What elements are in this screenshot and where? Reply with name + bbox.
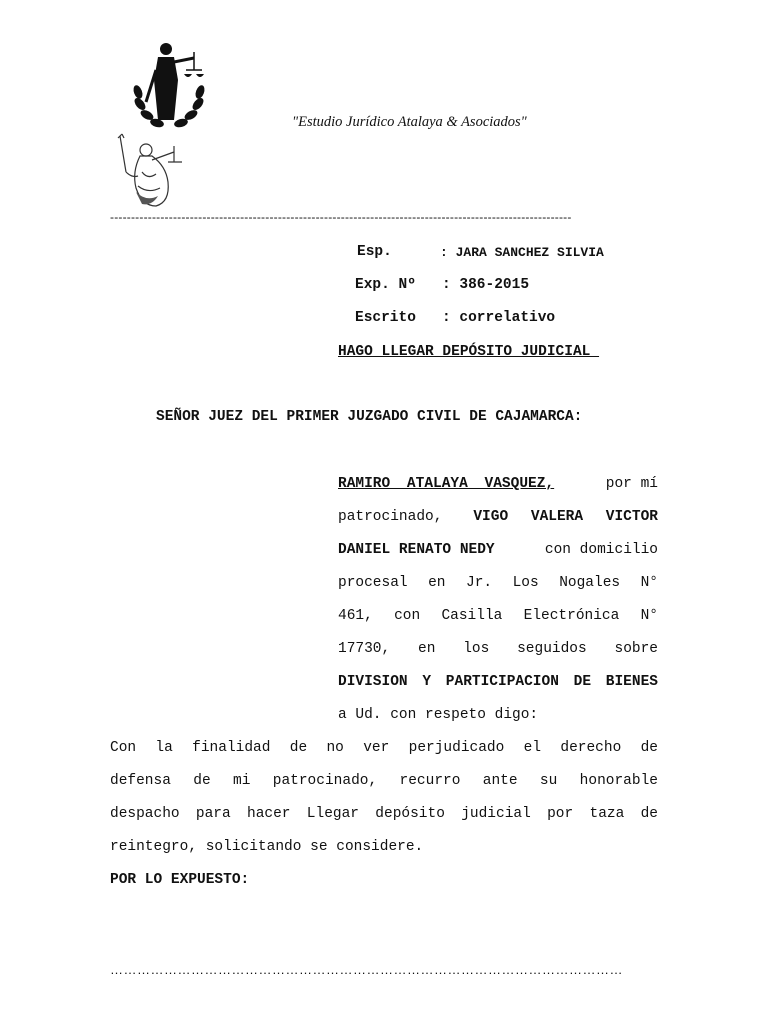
body-line-2: defensa de mi patrocinado, recurro ante su honorable <box>110 773 658 789</box>
intro-text: con domicilio <box>544 542 658 558</box>
intro-line-8: a Ud. con respeto digo: <box>338 707 539 723</box>
intro-line-4: procesal en Jr. Los Nogales N° <box>338 575 658 591</box>
body-line-1: Con la finalidad de no ver perjudicado el derecho de <box>110 740 658 756</box>
intro-line-5: 461, con Casilla Electrónica N° <box>338 608 658 624</box>
intro-line-3 <box>338 534 658 567</box>
subject-line: HAGO LLEGAR DEPÓSITO JUDICIAL <box>338 344 600 360</box>
lady-justice-figure-icon <box>112 132 186 210</box>
intro-text: por mí <box>605 476 658 492</box>
escrito-value: : correlativo <box>442 310 556 326</box>
firm-name: "Estudio Jurídico Atalaya & Asociados" <box>292 114 527 130</box>
sponsored-name-part2: DANIEL RENATO NEDY <box>338 542 495 558</box>
body-line-4: reintegro, solicitando se considere. <box>110 839 424 855</box>
sponsored-name-part1: VIGO VALERA VICTOR <box>473 509 658 525</box>
intro-line-7: DIVISION Y PARTICIPACION DE BIENES <box>338 674 658 690</box>
justice-scales-logo-icon <box>128 40 210 132</box>
intro-line-2 <box>338 501 658 534</box>
intro-line-1 <box>338 468 658 501</box>
exp-label: Exp. Nº <box>355 277 416 293</box>
intro-text: patrocinado, <box>338 509 443 525</box>
intro-block <box>338 468 658 732</box>
footer-dotted-line: …………………………………………………………………………………………………… <box>110 962 623 977</box>
exp-value: : 386-2015 <box>442 277 530 293</box>
esp-value: : JARA SANCHEZ SILVIA <box>440 245 604 260</box>
escrito-label: Escrito <box>355 310 416 326</box>
esp-label: Esp. <box>357 244 392 260</box>
body-paragraph <box>110 732 658 897</box>
intro-line-6: 17730, en los seguidos sobre <box>338 641 658 657</box>
client-name: RAMIRO ATALAYA VASQUEZ, <box>338 476 555 492</box>
closing-line: POR LO EXPUESTO: <box>110 872 250 888</box>
addressee: SEÑOR JUEZ DEL PRIMER JUZGADO CIVIL DE CAJAMARCA: <box>156 409 583 425</box>
header-separator: -------------------------------------------------------------------------------------------------------------- <box>110 210 572 224</box>
body-line-3: despacho para hacer Llegar depósito judicial por taza de <box>110 806 658 822</box>
